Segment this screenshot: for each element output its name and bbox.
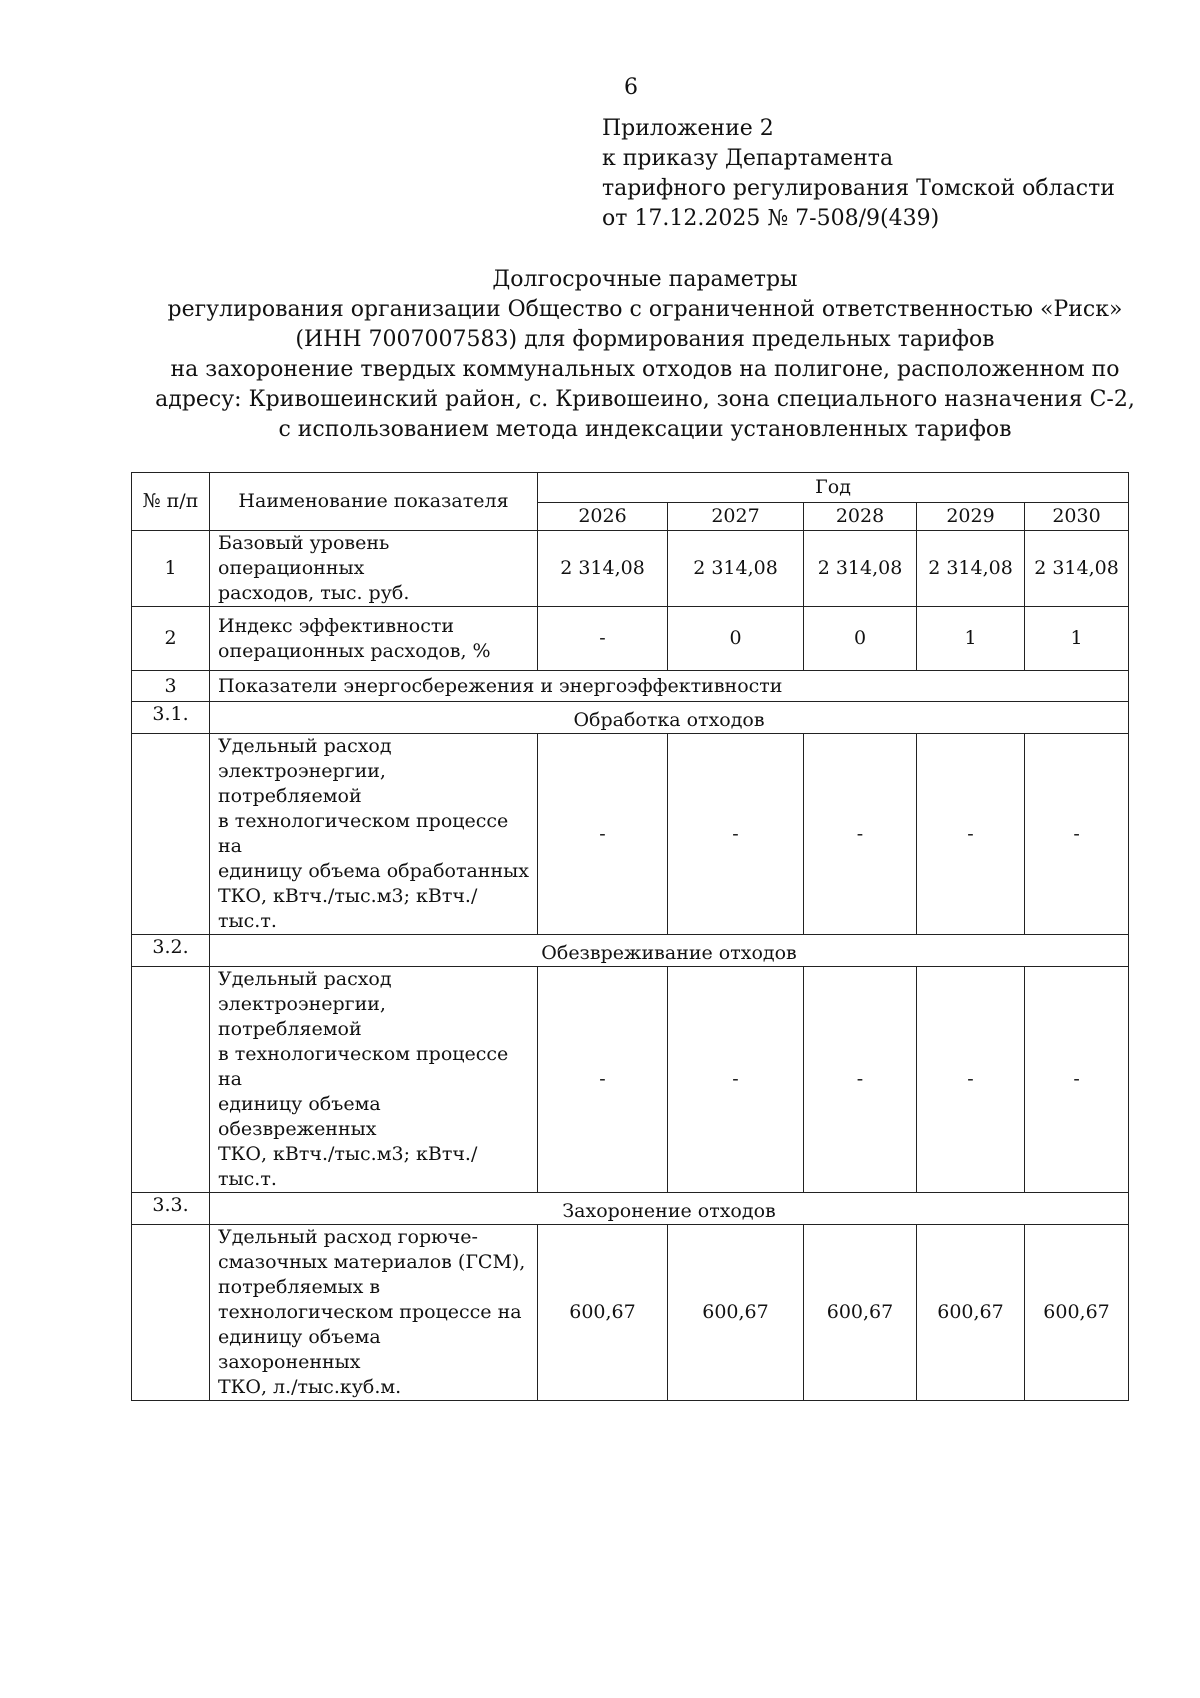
row-num: 1 (132, 531, 210, 607)
table-row (132, 671, 1129, 702)
row-name-line: электроэнергии, потребляемой (218, 993, 386, 1040)
row-value: - (917, 967, 1025, 1193)
parameters-table (131, 472, 1129, 1401)
header-num: № п/п (132, 473, 210, 531)
row-value: 1 (917, 607, 1025, 671)
row-name-line: Базовый уровень операционных (218, 532, 390, 579)
title-line: Долгосрочные параметры (492, 267, 798, 292)
title-line: регулирования организации Общество с ограниченной ответственностью «Риск» (167, 297, 1123, 322)
row-num-empty (132, 967, 210, 1193)
row-name-line: единицу объема обработанных (218, 860, 529, 882)
title-line: (ИНН 7007007583) для формирования предельных тарифов (295, 327, 995, 352)
row-value: - (538, 607, 668, 671)
row-name-line: смазочных материалов (ГСМ), (218, 1251, 526, 1273)
row-name-line: Удельный расход (218, 735, 392, 757)
row-name-line: единицу объема захороненных (218, 1326, 381, 1373)
title-line: с использованием метода индексации установленных тарифов (278, 417, 1012, 442)
section-header-row (132, 702, 1129, 734)
header-year: Год (538, 473, 1129, 503)
row-value: - (917, 734, 1025, 935)
row-name-line: электроэнергии, потребляемой (218, 760, 386, 807)
section-title: Обработка отходов (210, 702, 1129, 734)
row-name (210, 734, 538, 935)
row-value: - (668, 967, 804, 1193)
section-num: 3.3. (132, 1193, 210, 1225)
row-name (210, 967, 538, 1193)
row-num: 3 (132, 671, 210, 702)
row-name-line: технологическом процессе на (218, 1301, 522, 1323)
row-value: 2 314,08 (668, 531, 804, 607)
table-row (132, 607, 1129, 671)
appendix-line: Приложение 2 (602, 116, 774, 141)
row-value: 1 (1025, 607, 1129, 671)
row-value: 2 314,08 (917, 531, 1025, 607)
row-value: 600,67 (668, 1225, 804, 1401)
table-row (132, 531, 1129, 607)
header-year-2029: 2029 (917, 503, 1025, 531)
row-num-empty (132, 1225, 210, 1401)
row-name-line: Индекс эффективности (218, 614, 455, 637)
header-year-2030: 2030 (1025, 503, 1129, 531)
appendix-line: от 17.12.2025 № 7-508/9(439) (602, 206, 940, 231)
row-value: 2 314,08 (1025, 531, 1129, 607)
title-line: адресу: Кривошеинский район, с. Кривошеино, зона специального назначения С-2, (155, 387, 1135, 412)
row-value: 0 (804, 607, 917, 671)
row-value: 2 314,08 (538, 531, 668, 607)
row-name-line: Удельный расход (218, 968, 392, 990)
appendix-line: тарифного регулирования Томской области (602, 176, 1115, 201)
header-year-2028: 2028 (804, 503, 917, 531)
row-name-line: ТКО, кВтч./тыс.м3; кВтч./тыс.т. (218, 885, 478, 932)
row-value: 600,67 (538, 1225, 668, 1401)
table-row (132, 967, 1129, 1193)
header-year-2027: 2027 (668, 503, 804, 531)
section-header-row (132, 1193, 1129, 1225)
section-num: 3.1. (132, 702, 210, 734)
row-value: 600,67 (1025, 1225, 1129, 1401)
row-value: - (804, 967, 917, 1193)
appendix-line: к приказу Департамента (602, 146, 894, 171)
row-value: - (538, 967, 668, 1193)
row-num-empty (132, 734, 210, 935)
row-value: 600,67 (804, 1225, 917, 1401)
row-name-line: потребляемых в (218, 1276, 381, 1298)
header-name: Наименование показателя (210, 473, 538, 531)
row-name-line: в технологическом процессе на (218, 1043, 509, 1090)
row-name-line: расходов, тыс. руб. (218, 582, 410, 604)
row-name-line: операционных расходов, % (218, 639, 491, 662)
row-value: - (1025, 967, 1129, 1193)
page-number: 6 (624, 75, 638, 100)
section-num: 3.2. (132, 935, 210, 967)
table-row (132, 734, 1129, 935)
document-title (130, 265, 1160, 445)
row-value: - (538, 734, 668, 935)
row-value: - (668, 734, 804, 935)
row-value: - (804, 734, 917, 935)
row-name-line: в технологическом процессе на (218, 810, 509, 857)
row-name-line: единицу объема обезвреженных (218, 1093, 381, 1140)
row-name-line: ТКО, л./тыс.куб.м. (218, 1376, 402, 1398)
section-header-row (132, 935, 1129, 967)
appendix-header (602, 114, 1115, 234)
row-name (210, 531, 538, 607)
row-name (210, 607, 538, 671)
row-value: 0 (668, 607, 804, 671)
header-year-2026: 2026 (538, 503, 668, 531)
section-title: Захоронение отходов (210, 1193, 1129, 1225)
row-num: 2 (132, 607, 210, 671)
title-line: на захоронение твердых коммунальных отходов на полигоне, расположенном по (170, 357, 1120, 382)
row-name-line: Удельный расход горюче- (218, 1226, 478, 1248)
table-row (132, 1225, 1129, 1401)
row-section-title: Показатели энергосбережения и энергоэффективности (210, 671, 1129, 702)
row-value: 2 314,08 (804, 531, 917, 607)
row-value: - (1025, 734, 1129, 935)
row-name-line: ТКО, кВтч./тыс.м3; кВтч./тыс.т. (218, 1143, 478, 1190)
section-title: Обезвреживание отходов (210, 935, 1129, 967)
table-header-row (132, 473, 1129, 503)
row-name (210, 1225, 538, 1401)
row-value: 600,67 (917, 1225, 1025, 1401)
